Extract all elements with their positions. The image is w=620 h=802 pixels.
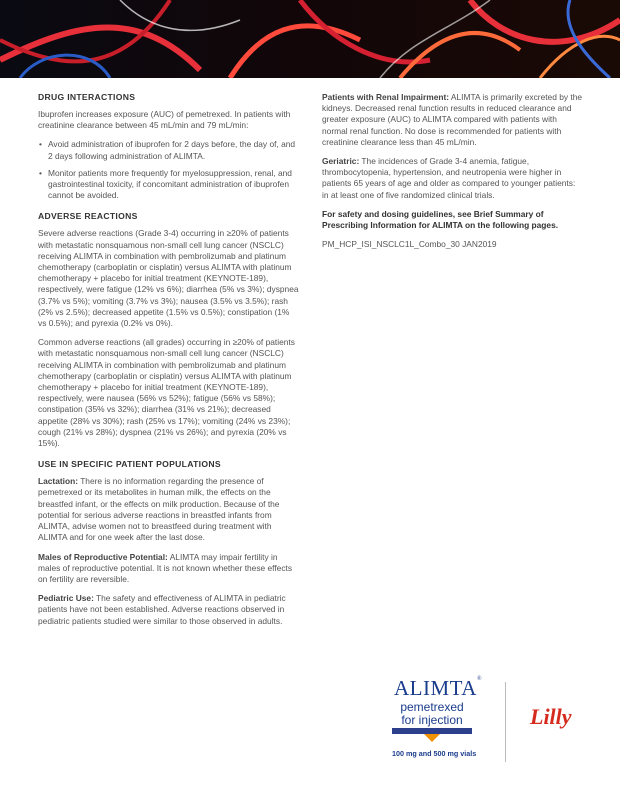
registered-mark: ® — [476, 676, 483, 682]
specific-populations-heading: USE IN SPECIFIC PATIENT POPULATIONS — [38, 459, 221, 470]
pediatric-label: Pediatric Use: — [38, 593, 94, 604]
lactation-paragraph — [38, 476, 300, 543]
males-label: Males of Reproductive Potential: — [38, 551, 168, 562]
adverse-reactions-severe: Severe adverse reactions (Grade 3-4) occurring in ≥20% of patients with metastatic nonsquamous non-small cell lung cancer (NSCLC) receiving ALIMTA in combination with pembrolizumab and platinum chemotherapy (carboplatin or cisplatin) versus ALIMTA with platinum chemotherapy + placebo for initial treatment (KEYNOTE-189), respectively, were fatigue (12% vs 6%); diarrhea (5% vs 3%); dyspnea (3.7% vs 5%); vomiting (3.7% vs 3%); nausea (3.5% vs 3.5%); rash (2% vs 2.5%); decreased appetite (1.5% vs 0.5%); constipation (1% vs 0.5%); and pyrexia (0.2% vs 0%). — [38, 228, 299, 329]
drug-interactions-intro: Ibuprofen increases exposure (AUC) of pemetrexed. In patients with creatinine clearance between 45 mL/min and 79 mL/min: — [38, 109, 291, 131]
lactation-label: Lactation: — [38, 476, 79, 487]
pediatric-paragraph — [38, 593, 300, 627]
adverse-reactions-common: Common adverse reactions (all grades) occurring in ≥20% of patients with metastatic nonsquamous non-small cell lung cancer (NSCLC) receiving ALIMTA in combination with pembrolizumab and platinum chemotherapy (carboplatin or cisplatin) versus ALIMTA with platinum chemotherapy + placebo for initial treatment (KEYNOTE-189), respectively, were nausea (56% vs 52%); fatigue (56% vs 58%); constipation (35% vs 32%); diarrhea (31% vs 21%); decreased appetite (28% vs 30%); rash (25% vs 17%); vomiting (24% vs 23%); cough (21% vs 28%); dyspnea (21% vs 26%); and pyrexia (20% vs 15%). — [38, 337, 295, 449]
drug-interactions-list — [38, 139, 300, 201]
geriatric-label: Geriatric: — [322, 156, 360, 167]
generic-line-1: pemetrexed — [400, 700, 464, 714]
brand-text: ALIMTA — [394, 676, 477, 700]
pediatric-text: The safety and effectiveness of ALIMTA in pediatric patients have not been established. Adverse reactions observed in pediatric patients studied were similar to those observed in adults. — [38, 593, 286, 626]
generic-name — [392, 701, 472, 727]
drug-interactions-heading: DRUG INTERACTIONS — [38, 92, 136, 102]
adverse-reactions-heading: ADVERSE REACTIONS — [38, 211, 138, 222]
renal-paragraph — [322, 92, 584, 148]
renal-text: ALIMTA is primarily excreted by the kidneys. Decreased renal function results in reduced clearance and greater exposure (AUC) to ALIMTA compared with patients with normal renal function. No dose is recommended for patients with creatinine clearance less than 45 mL/min. — [322, 92, 583, 147]
geriatric-text: The incidences of Grade 3-4 anemia, fatigue, thrombocytopenia, hypertension, and neutropenia were higher in patients 65 years of age and older as compared to younger patients: in at least one of five randomized clinical trials. — [322, 156, 576, 200]
logo-divider — [505, 682, 506, 762]
left-column — [38, 92, 300, 635]
right-column — [322, 92, 584, 258]
arrow-icon — [424, 734, 440, 742]
document-code: PM_HCP_ISI_NSCLC1L_Combo_30 JAN2019 — [322, 239, 497, 250]
list-item: • Avoid administration of ibuprofen for 2 days before, the day of, and 2 days following administration of ALIMTA. — [48, 139, 300, 161]
lactation-text: There is no information regarding the presence of pemetrexed or its metabolites in human milk, the effects on the breastfed infant, or the effects on milk production. Because of the potential for serious adverse reactions in breastfed infants from ALIMTA, advise women not to breastfeed during treatment with ALIMTA and for one week after the last dose. — [38, 476, 280, 543]
list-item: • Monitor patients more frequently for myelosuppression, renal, and gastrointestinal toxicity, if concomitant administration of ibuprofen cannot be avoided. — [48, 168, 300, 202]
geriatric-paragraph — [322, 156, 584, 201]
renal-label: Patients with Renal Impairment: — [322, 92, 450, 102]
lilly-logo: Lilly — [530, 704, 572, 729]
generic-line-2: for injection — [401, 713, 463, 727]
vials-text: 100 mg and 500 mg vials — [392, 749, 477, 758]
safety-note: For safety and dosing guidelines, see Brief Summary of Prescribing Information for ALIMTA on the following pages. — [322, 208, 559, 231]
males-text: ALIMTA may impair fertility in males of reproductive potential. It is not known whether these effects on fertility are reversible. — [38, 551, 293, 584]
header-banner-image — [0, 0, 620, 78]
males-paragraph — [38, 552, 300, 586]
brand-name — [394, 676, 482, 701]
